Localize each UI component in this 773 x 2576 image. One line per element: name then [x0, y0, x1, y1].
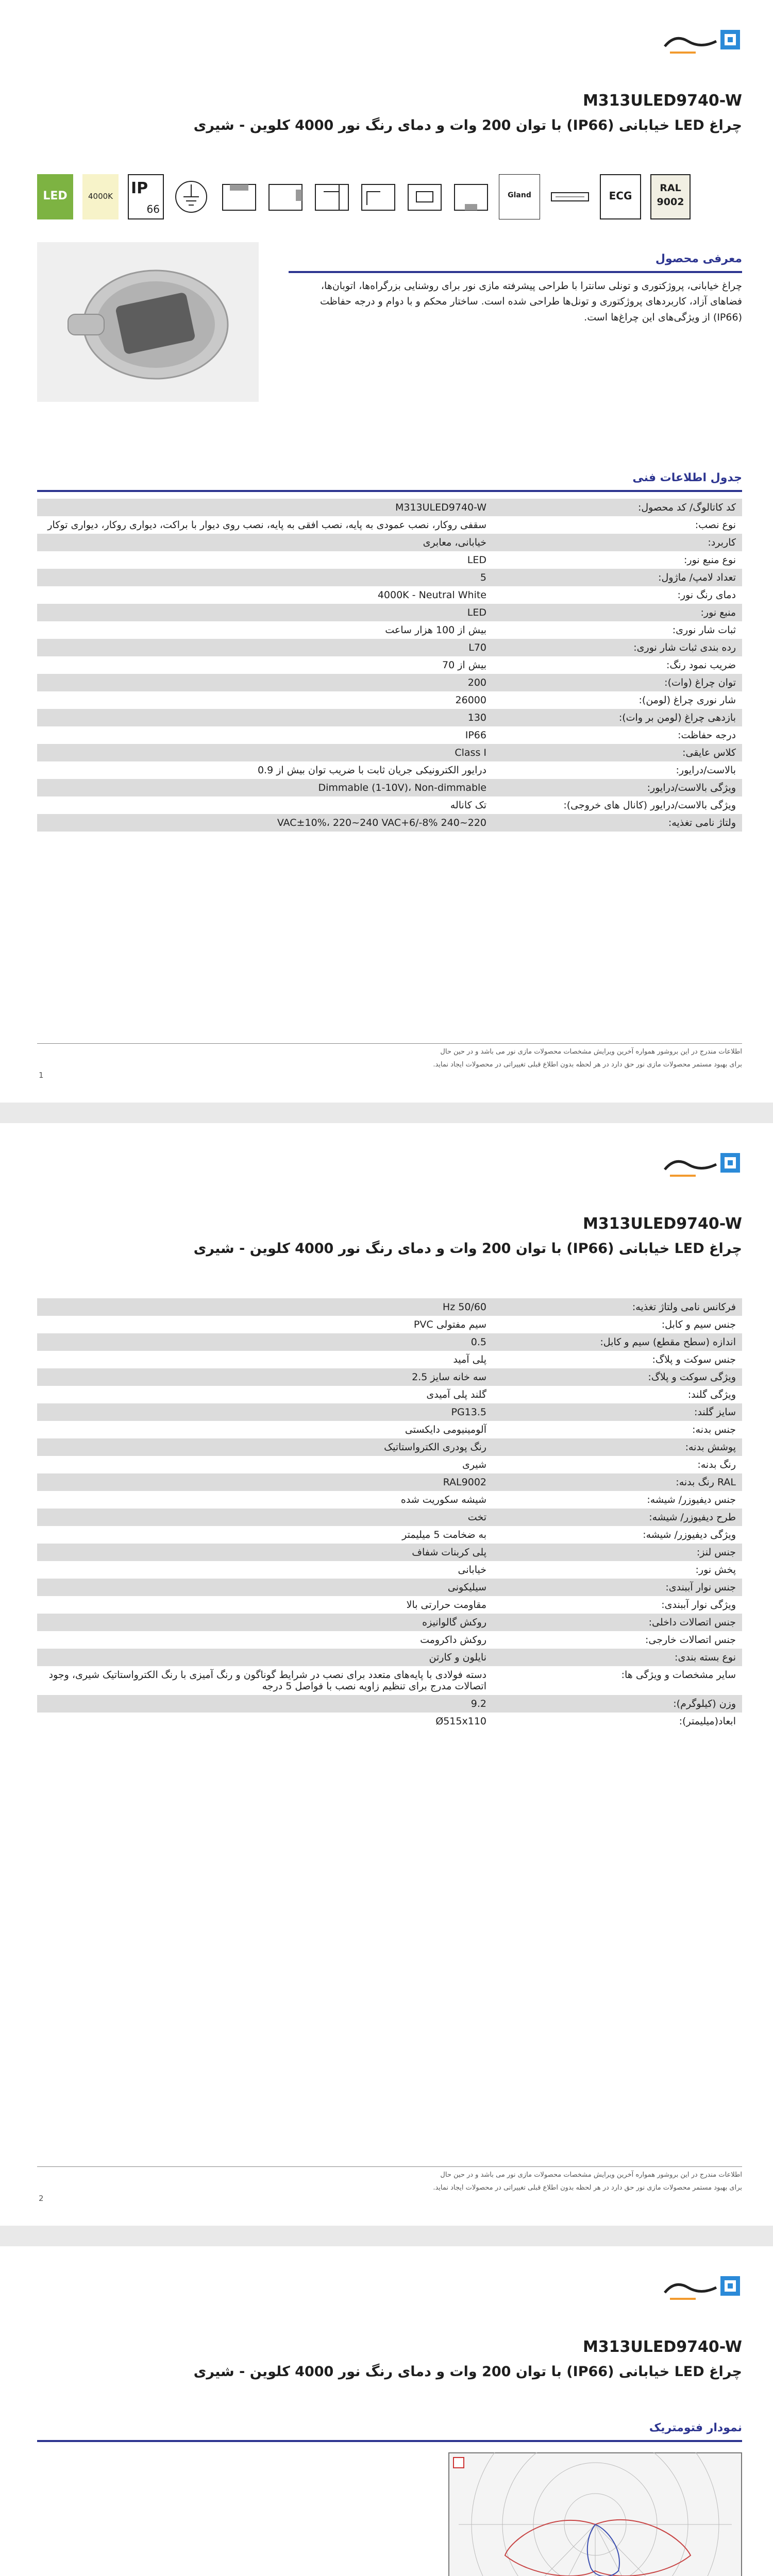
- product-code: M313ULED9740-W: [582, 1215, 742, 1233]
- spec-row: [37, 1473, 742, 1491]
- spec-value: 130: [37, 709, 493, 726]
- spec-value: PG13.5: [37, 1403, 493, 1421]
- spec-table-page-2: [37, 1298, 742, 1730]
- spec-row: [37, 779, 742, 796]
- spec-row: [37, 1631, 742, 1649]
- spec-row: [37, 1649, 742, 1666]
- spec-value: درایور الکترونیکی جریان ثابت با ضریب توان بیش از 0.9: [37, 761, 493, 779]
- photometric-polar-diagram: [448, 2452, 742, 2576]
- spec-row: [37, 1596, 742, 1614]
- close-icon: [453, 2458, 464, 2468]
- cable-icon: [549, 174, 591, 219]
- intro-heading: معرفی محصول: [289, 247, 742, 273]
- spec-key: کد کاتالوگ/ کد محصول:: [493, 499, 742, 516]
- spec-value: LED: [37, 551, 493, 569]
- spec-key: ابعاد(میلیمتر):: [493, 1713, 742, 1730]
- spec-key: ویژگی سوکت و پلاگ:: [493, 1368, 742, 1386]
- spec-value: 220~240 VAC±10%، 220~240 VAC+6/-8%: [37, 814, 493, 832]
- spec-key: جنس سوکت و پلاگ:: [493, 1351, 742, 1368]
- spec-value: خیابانی، معابری: [37, 534, 493, 551]
- spec-value: خیابانی: [37, 1561, 493, 1579]
- footer-line-2: برای بهبود مستمر محصولات مازی نور حق دارد در هر لحظه بدون اطلاع قبلی تغییراتی در محصولات ایجاد نماید.: [433, 1060, 742, 1069]
- spec-key: تعداد لامپ/ ماژول:: [493, 569, 742, 586]
- spec-row: [37, 621, 742, 639]
- spec-row: [37, 1421, 742, 1438]
- spec-key: ویژگی بالاست/درایور:: [493, 779, 742, 796]
- spec-value: 50/60 Hz: [37, 1298, 493, 1316]
- spec-value: RAL9002: [37, 1473, 493, 1491]
- brand-logo: [660, 1149, 742, 1185]
- page-number: 1: [39, 1071, 44, 1080]
- spec-key: رنگ بدنه:: [493, 1456, 742, 1473]
- floor-mount-icon: [452, 174, 490, 219]
- product-title: چراغ LED خیابانی (IP66) با توان 200 وات و دمای رنگ نور 4000 کلوین - شیری: [193, 1241, 742, 1257]
- spec-value: 0.5: [37, 1333, 493, 1351]
- spec-value: M313ULED9740-W: [37, 499, 493, 516]
- spec-table-page-1: [37, 499, 742, 832]
- spec-value: Ø515x110: [37, 1713, 493, 1730]
- spec-row: [37, 1333, 742, 1351]
- spec-value: آلومینیومی دایکستی: [37, 1421, 493, 1438]
- spec-key: جنس لنز:: [493, 1544, 742, 1561]
- photometric-heading: نمودار فتومتریک: [37, 2416, 742, 2442]
- spec-row: [37, 674, 742, 691]
- spec-row: [37, 1368, 742, 1386]
- brand-logo: [660, 2272, 742, 2308]
- spec-value: دسته فولادی با پایه‌های متعدد برای نصب در شرایط گوناگون و رنگ آمیزی با رنگ الکترواستاتیک شیری، وجود اتصالات مدرج برای تنظیم زاویه نصب با فواصل 5 درجه: [37, 1666, 493, 1695]
- spec-key: جنس بدنه:: [493, 1421, 742, 1438]
- ecg-icon: [600, 174, 641, 219]
- spec-row: [37, 639, 742, 656]
- spec-value: 5: [37, 569, 493, 586]
- spec-value: Class I: [37, 744, 493, 761]
- spec-value: L70: [37, 639, 493, 656]
- spec-value: مقاومت حرارتی بالا: [37, 1596, 493, 1614]
- spec-row: [37, 814, 742, 832]
- spec-value: Dimmable (1-10V)، Non-dimmable: [37, 779, 493, 796]
- spec-row: [37, 534, 742, 551]
- spec-key: جنس اتصالات خارجی:: [493, 1631, 742, 1649]
- spec-key: RAL رنگ بدنه:: [493, 1473, 742, 1491]
- spec-value: شیری: [37, 1456, 493, 1473]
- spec-key: پخش نور:: [493, 1561, 742, 1579]
- spec-row: [37, 551, 742, 569]
- feature-icons-strip: [37, 174, 773, 226]
- spec-key: بازدهی چراغ (لومن بر وات):: [493, 709, 742, 726]
- spec-key: توان چراغ (وات):: [493, 674, 742, 691]
- product-code: M313ULED9740-W: [582, 2338, 742, 2356]
- spec-row: [37, 1456, 742, 1473]
- page-3: [0, 2246, 773, 2576]
- spec-key: سایز گلند:: [493, 1403, 742, 1421]
- led-icon-label: LED: [43, 190, 68, 202]
- spec-key: جنس دیفیوزر/ شیشه:: [493, 1491, 742, 1509]
- ip-number: 66: [146, 203, 160, 215]
- spec-key: منبع نور:: [493, 604, 742, 621]
- page-footer: [37, 2169, 742, 2194]
- spec-key: پوشش بدنه:: [493, 1438, 742, 1456]
- spec-value: IP66: [37, 726, 493, 744]
- spec-key: اندازه (سطح مقطع) سیم و کابل:: [493, 1333, 742, 1351]
- spec-row: [37, 656, 742, 674]
- spec-key: وزن (کیلوگرم):: [493, 1695, 742, 1713]
- ground-icon: [173, 174, 209, 219]
- spec-value: 4000K - Neutral White: [37, 586, 493, 604]
- page-footer: [37, 1046, 742, 1071]
- spec-row: [37, 1316, 742, 1333]
- spec-key: جنس سیم و کابل:: [493, 1316, 742, 1333]
- footer-line-2: برای بهبود مستمر محصولات مازی نور حق دارد در هر لحظه بدون اطلاع قبلی تغییراتی در محصولات ایجاد نماید.: [433, 2183, 742, 2192]
- spec-key: ویژگی گلند:: [493, 1386, 742, 1403]
- spec-value: تک کاناله: [37, 796, 493, 814]
- spec-row: [37, 1491, 742, 1509]
- spec-key: جنس اتصالات داخلی:: [493, 1614, 742, 1631]
- spec-key: دمای رنگ نور:: [493, 586, 742, 604]
- spec-value: پلی آمید: [37, 1351, 493, 1368]
- product-title: چراغ LED خیابانی (IP66) با توان 200 وات و دمای رنگ نور 4000 کلوین - شیری: [193, 117, 742, 133]
- ral-code: 9002: [657, 196, 684, 208]
- spec-row: [37, 1509, 742, 1526]
- spec-value: سقفی روکار، نصب عمودی به پایه، نصب افقی به پایه، نصب روی دیوار با براکت، دیواری روکار، دیواری توکار: [37, 516, 493, 534]
- product-code: M313ULED9740-W: [582, 92, 742, 110]
- spec-key: ولتاژ نامی تغذیه:: [493, 814, 742, 832]
- spec-row: [37, 604, 742, 621]
- ip-rating-icon: [128, 174, 164, 219]
- spec-key: کاربرد:: [493, 534, 742, 551]
- spec-value: سیلیکونی: [37, 1579, 493, 1596]
- spec-row: [37, 1579, 742, 1596]
- ceiling-mount-icon: [221, 174, 258, 219]
- footer-rule: [37, 2166, 742, 2167]
- spec-row: [37, 1614, 742, 1631]
- spec-row: [37, 691, 742, 709]
- spec-value: 200: [37, 674, 493, 691]
- wall-mount-icon: [267, 174, 304, 219]
- gland-label: Gland: [508, 191, 531, 199]
- spec-row: [37, 1713, 742, 1730]
- bracket-mount-icon: [360, 174, 397, 219]
- spec-value: شیشه سکوریت شده: [37, 1491, 493, 1509]
- spec-value: پلی کربنات شفاف: [37, 1544, 493, 1561]
- spec-key: شار نوری چراغ (لومن):: [493, 691, 742, 709]
- intro-text: چراغ خیابانی، پروژکتوری و تونلی سانترا با طراحی پیشرفته مازی نور برای روشنایی بزرگراه‌ها، اتوبان‌ها، فضاهای آزاد، کاربردهای پروژکتوری و تونل‌ها طراحی شده است. ساختار محکم و با دوام و درجه حفاظت (IP66) از ویژگی‌های این چراغ‌ها است.: [320, 280, 742, 323]
- spec-row: [37, 1695, 742, 1713]
- spec-key: جنس نوار آببندی:: [493, 1579, 742, 1596]
- led-icon: [37, 174, 73, 219]
- product-title: چراغ LED خیابانی (IP66) با توان 200 وات و دمای رنگ نور 4000 کلوین - شیری: [193, 2364, 742, 2380]
- spec-key: بالاست/درایور:: [493, 761, 742, 779]
- footer-rule: [37, 1043, 742, 1044]
- spec-row: [37, 586, 742, 604]
- spec-row: [37, 1438, 742, 1456]
- spec-row: [37, 1351, 742, 1368]
- spec-value: سه خانه سایز 2.5: [37, 1368, 493, 1386]
- spec-value: روکش داکرومت: [37, 1631, 493, 1649]
- spec-row: [37, 1561, 742, 1579]
- spec-row: [37, 726, 742, 744]
- spec-row: [37, 1544, 742, 1561]
- spec-key: نوع بسته بندی:: [493, 1649, 742, 1666]
- spec-value: تخت: [37, 1509, 493, 1526]
- spec-value: نایلون و کارتن: [37, 1649, 493, 1666]
- spec-value: 9.2: [37, 1695, 493, 1713]
- cct-label: 4000K: [88, 192, 113, 201]
- page-2: [0, 1123, 773, 2226]
- spec-row: [37, 1298, 742, 1316]
- spec-key: ویژگی دیفیوزر/ شیشه:: [493, 1526, 742, 1544]
- spec-heading: جدول اطلاعات فنی: [37, 466, 742, 492]
- spec-row: [37, 761, 742, 779]
- spec-row: [37, 499, 742, 516]
- spec-row: [37, 709, 742, 726]
- ral-label: RAL: [660, 182, 681, 194]
- brand-logo: [660, 26, 742, 62]
- spec-key: فرکانس نامی ولتاژ تغذیه:: [493, 1298, 742, 1316]
- pole-mount-icon: [313, 174, 350, 219]
- spec-key: نوع نصب:: [493, 516, 742, 534]
- color-temperature-icon: [82, 174, 119, 219]
- ecg-label: ECG: [609, 190, 632, 202]
- spec-value: بیش از 100 هزار ساعت: [37, 621, 493, 639]
- spec-row: [37, 1386, 742, 1403]
- spec-value: گلند پلی آمیدی: [37, 1386, 493, 1403]
- spec-row: [37, 1403, 742, 1421]
- spec-value: LED: [37, 604, 493, 621]
- page-number: 2: [39, 2194, 44, 2203]
- spec-value: سیم مفتولی PVC: [37, 1316, 493, 1333]
- spec-row: [37, 744, 742, 761]
- ip-label: IP: [131, 179, 148, 197]
- spec-row: [37, 1526, 742, 1544]
- recessed-mount-icon: [406, 174, 443, 219]
- spec-key: طرح دیفیوزر/ شیشه:: [493, 1509, 742, 1526]
- spec-value: بیش از 70: [37, 656, 493, 674]
- footer-line-1: اطلاعات مندرج در این بروشور همواره آخرین ویرایش مشخصات محصولات مازی نور می باشد و در حین حال: [440, 1048, 742, 1056]
- spec-key: رده بندی ثبات شار نوری:: [493, 639, 742, 656]
- spec-key: ضریب نمود رنگ:: [493, 656, 742, 674]
- spec-key: ثبات شار نوری:: [493, 621, 742, 639]
- spec-row: [37, 796, 742, 814]
- ral-icon: [650, 174, 691, 219]
- spec-key: کلاس عایقی:: [493, 744, 742, 761]
- spec-value: به ضخامت 5 میلیمتر: [37, 1526, 493, 1544]
- spec-value: روکش گالوانیزه: [37, 1614, 493, 1631]
- product-photo: [37, 242, 259, 402]
- spec-value: 26000: [37, 691, 493, 709]
- spec-key: سایر مشخصات و ویژگی ها:: [493, 1666, 742, 1695]
- page-1: [0, 0, 773, 1103]
- spec-row: [37, 1666, 742, 1695]
- spec-key: نوع منبع نور:: [493, 551, 742, 569]
- spec-value: رنگ پودری الکترواستاتیک: [37, 1438, 493, 1456]
- footer-line-1: اطلاعات مندرج در این بروشور همواره آخرین ویرایش مشخصات محصولات مازی نور می باشد و در حین حال: [440, 2171, 742, 2179]
- spec-key: ویژگی بالاست/درایور (کانال های خروجی):: [493, 796, 742, 814]
- spec-key: درجه حفاظت:: [493, 726, 742, 744]
- gland-icon: [499, 174, 540, 219]
- spec-row: [37, 516, 742, 534]
- spec-row: [37, 569, 742, 586]
- spec-key: ویژگی نوار آببندی:: [493, 1596, 742, 1614]
